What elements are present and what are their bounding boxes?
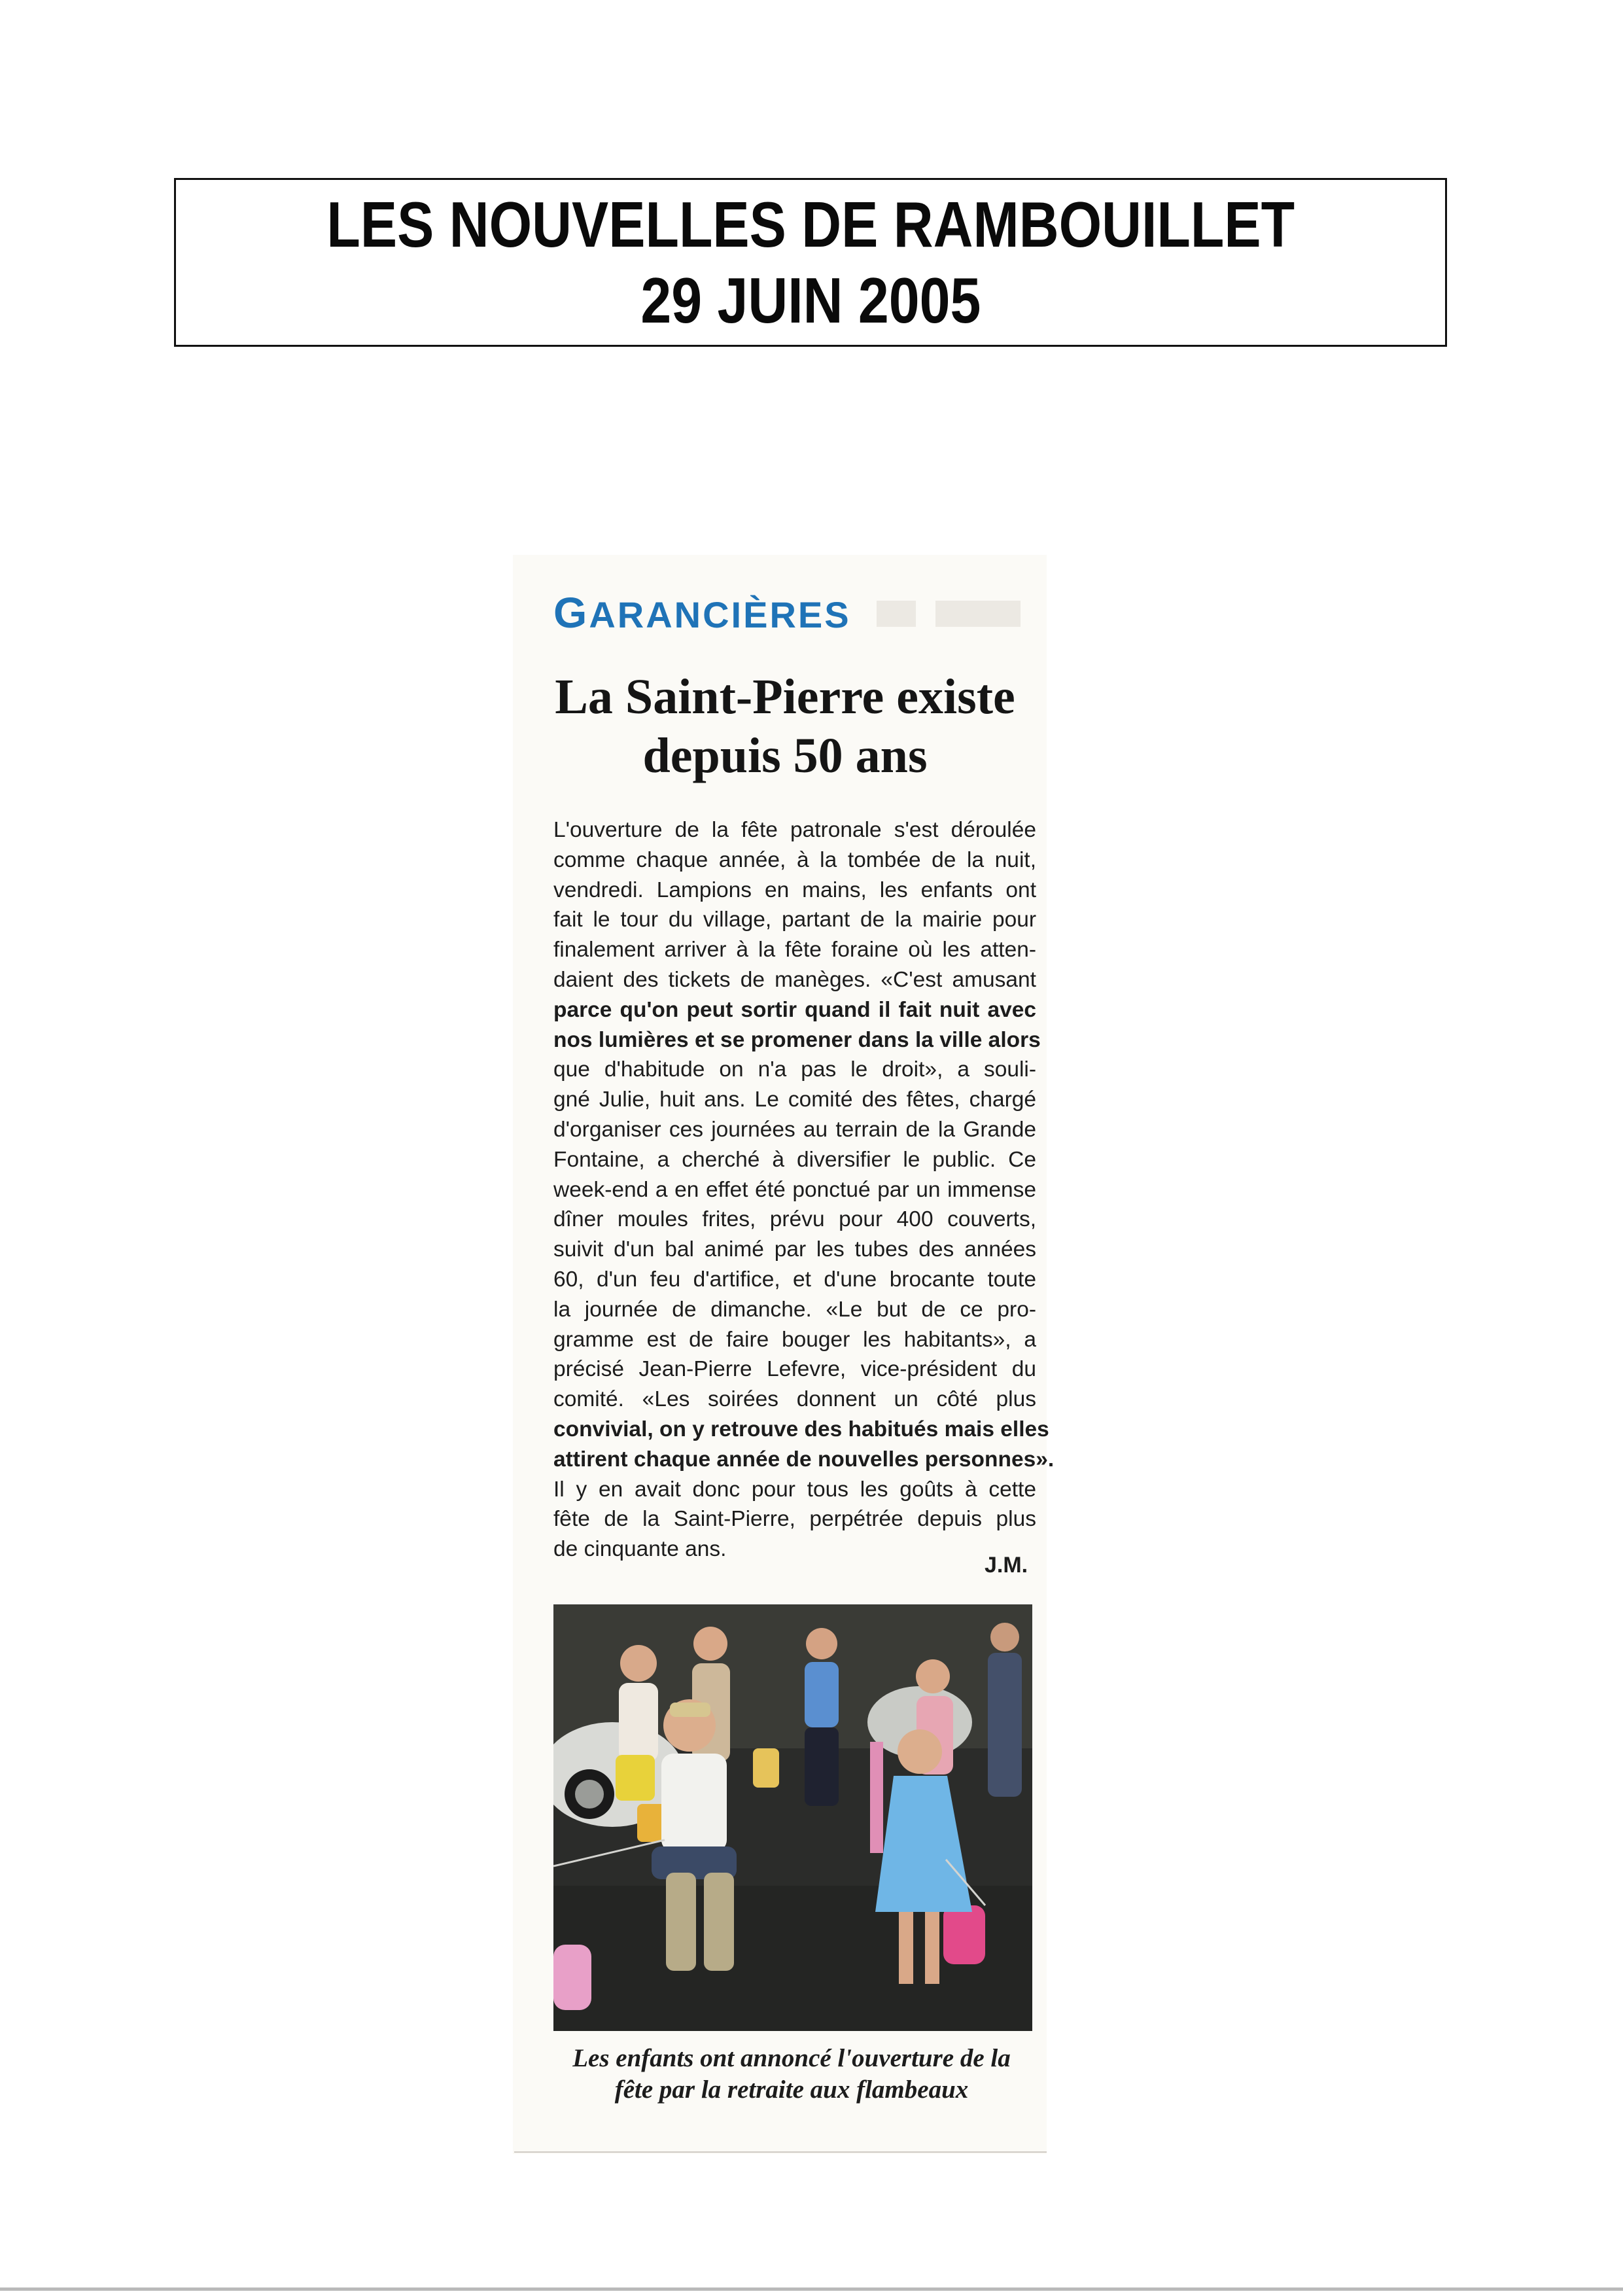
body-line: de cinquante ans.: [553, 1537, 727, 1562]
body-line: parce qu'on peut sortir quand il fait nuit avec: [553, 997, 1036, 1022]
body-line: fait le tour du village, partant de la mairie pour: [553, 908, 1036, 932]
body-line: dîner moules frites, prévu pour 400 couverts,: [553, 1207, 1036, 1232]
show-through-ghost: [877, 589, 1034, 646]
body-line: précisé Jean-Pierre Lefevre, vice-président du: [553, 1357, 1036, 1382]
section-rest: ARANCIÈRES: [589, 594, 851, 635]
caption-line-1: Les enfants ont annoncé l'ouverture de la: [572, 2044, 1011, 2072]
photo-children-lanterns-icon: [553, 1604, 1032, 2031]
body-line: attirent chaque année de nouvelles personnes».: [553, 1447, 1055, 1472]
body-line: suivit d'un bal animé par les tubes des années: [553, 1237, 1036, 1262]
body-line: week-end a en effet été ponctué par un immense: [553, 1177, 1036, 1202]
caption-line-2: fête par la retraite aux flambeaux: [614, 2075, 969, 2104]
ghost-marks: [877, 589, 1034, 635]
article-photo: [553, 1604, 1032, 2031]
body-line: daient des tickets de manèges. «C'est amusant: [553, 967, 1036, 992]
body-line: gné Julie, huit ans. Le comité des fêtes, chargé: [553, 1087, 1036, 1112]
body-line: d'organiser ces journées au terrain de la Grande: [553, 1117, 1036, 1142]
section-initial: G: [553, 588, 589, 637]
body-line: fête de la Saint-Pierre, perpétrée depuis plus: [553, 1507, 1036, 1532]
headline-line-1: La Saint-Pierre existe: [555, 669, 1015, 724]
body-line: la journée de dimanche. «Le but de ce pro-: [553, 1297, 1036, 1322]
article-headline: [543, 667, 1027, 785]
article-body: [553, 815, 1055, 1564]
scan-bottom-edge: [0, 2287, 1623, 2291]
clipping-bottom-rule: [514, 2151, 1047, 2153]
body-line: comité. «Les soirées donnent un côté plus: [553, 1387, 1036, 1412]
body-line: Il y en avait donc pour tous les goûts à cette: [553, 1477, 1036, 1502]
body-line: gramme est de faire bouger les habitants», a: [553, 1327, 1036, 1352]
body-line: vendredi. Lampions en mains, les enfants ont: [553, 877, 1036, 902]
publication-date: 29 JUIN 2005: [640, 264, 981, 336]
headline-line-2: depuis 50 ans: [642, 728, 928, 783]
author-signature: J.M.: [985, 1553, 1028, 1578]
body-line: finalement arriver à la fête foraine où les atten-: [553, 938, 1036, 963]
body-line: nos lumières et se promener dans la ville alors: [553, 1027, 1041, 1052]
body-line: Fontaine, a cherché à diversifier le public. Ce: [553, 1147, 1036, 1172]
photo-caption: [543, 2043, 1040, 2106]
body-line: L'ouverture de la fête patronale s'est déroulée: [553, 818, 1036, 842]
body-line: 60, d'un feu d'artifice, et d'une brocante toute: [553, 1267, 1036, 1292]
newspaper-name: LES NOUVELLES DE RAMBOUILLET: [326, 188, 1295, 260]
newspaper-header-box: [174, 178, 1447, 347]
body-line: convivial, on y retrouve des habitués mais elles: [553, 1417, 1049, 1441]
body-line: que d'habitude on n'a pas le droit», a souli-: [553, 1057, 1036, 1082]
section-label: [553, 588, 851, 637]
body-line: comme chaque année, à la tombée de la nuit,: [553, 847, 1036, 872]
